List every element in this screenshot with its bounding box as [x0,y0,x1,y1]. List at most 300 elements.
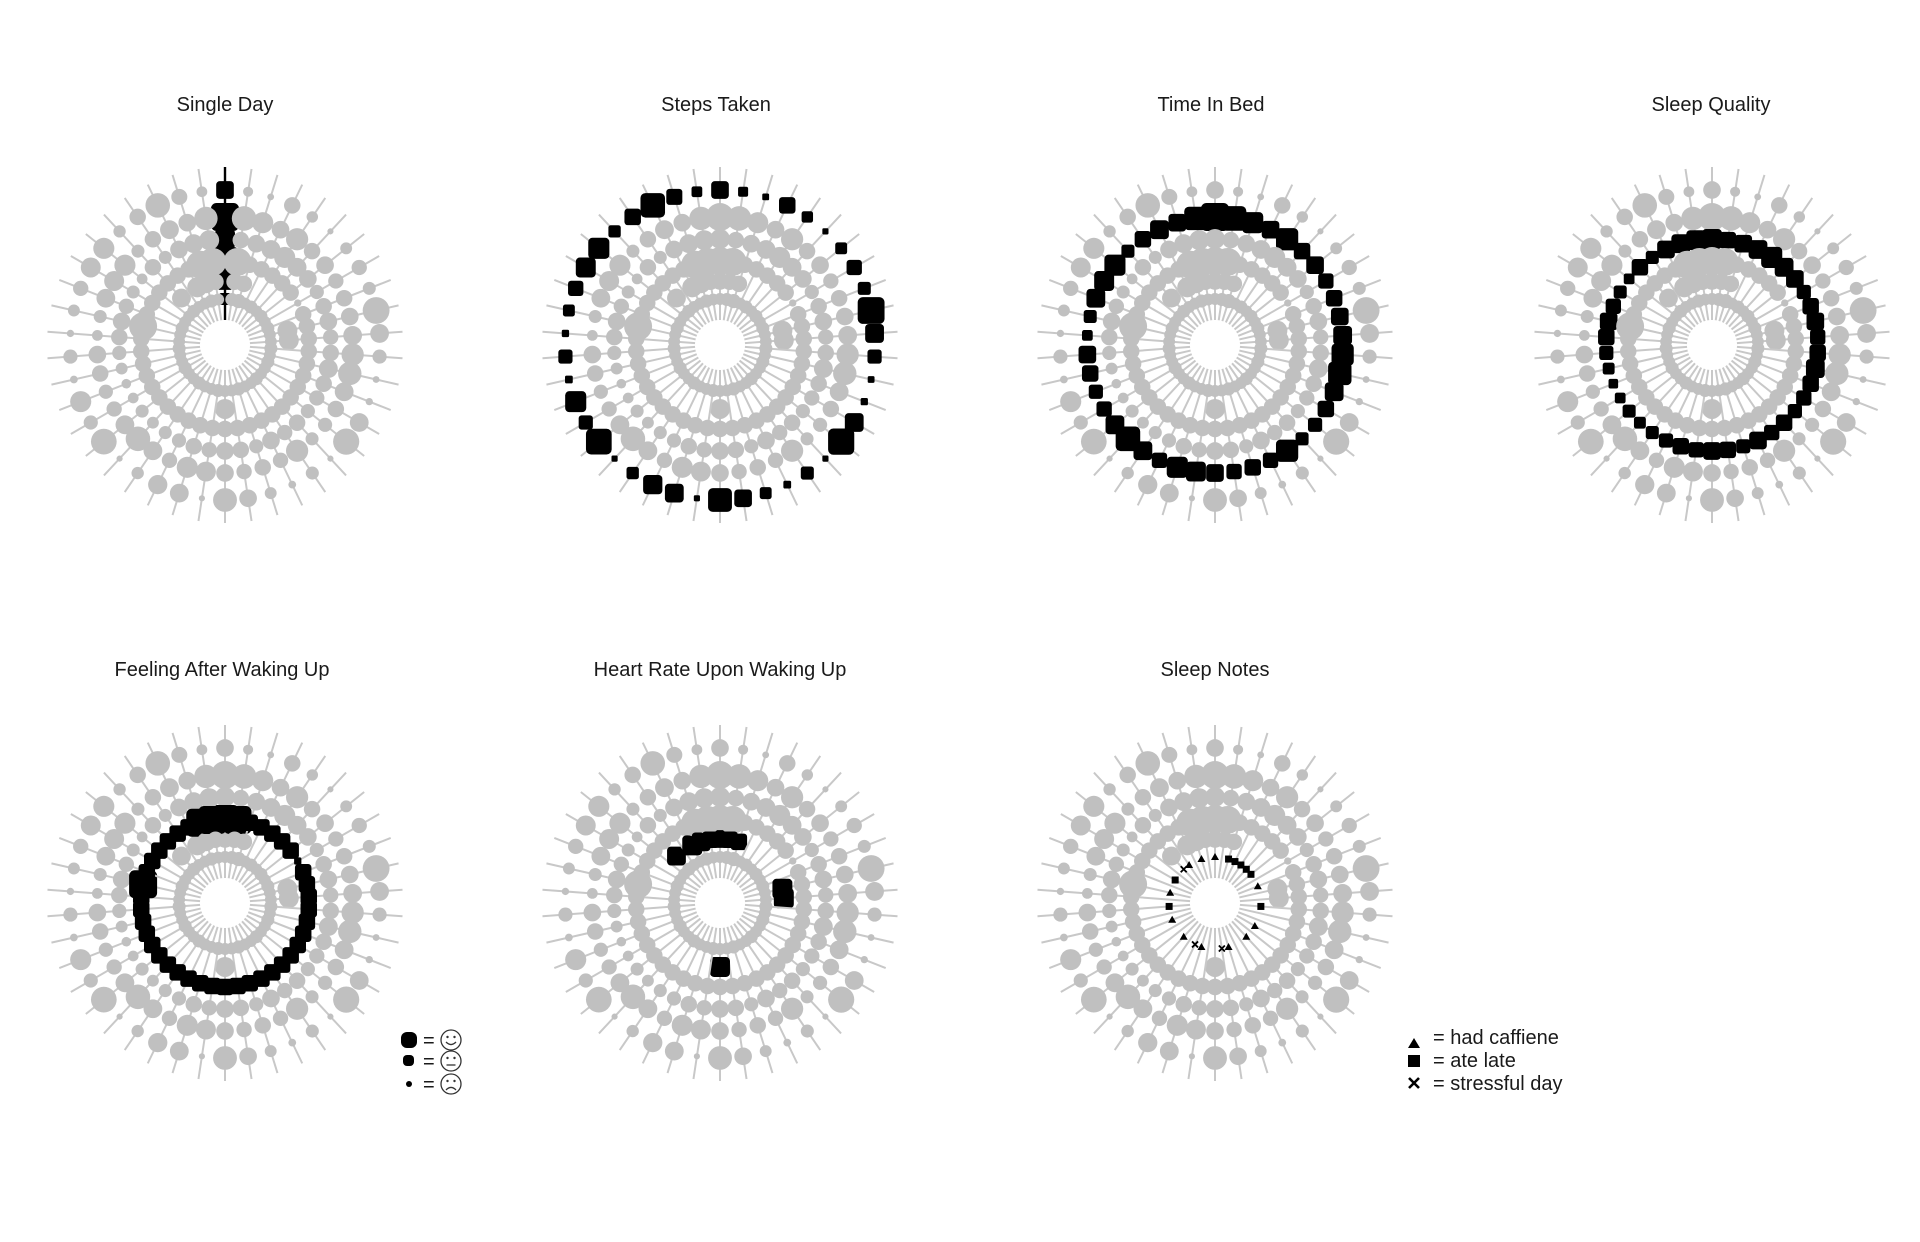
data-dot [1127,832,1138,843]
data-dot [1363,934,1370,941]
data-dot [132,1025,144,1037]
data-dot [783,1039,791,1047]
data-dot [1289,828,1307,846]
data-dot [693,806,721,834]
data-dot [1313,329,1328,344]
data-dot [1325,382,1344,401]
data-dot [340,242,352,254]
data-dot [1086,847,1105,866]
radial-chart [1037,725,1392,1081]
data-dot [1103,871,1121,889]
data-dot [1161,747,1177,763]
data-dot [299,270,317,288]
data-dot [1274,755,1291,772]
data-dot [316,256,334,274]
data-dot [667,991,681,1005]
panel-feeling-after-waking-up [47,659,402,1081]
data-dot [1308,418,1322,432]
data-dot [1197,831,1214,848]
data-dot [814,917,833,936]
data-dot [70,934,78,942]
data-dot [1086,289,1105,308]
data-dot [352,818,367,833]
data-dot [310,285,324,299]
data-dot [1121,245,1134,258]
data-dot [813,418,827,432]
feeling-legend [401,1030,461,1096]
data-dot [711,1000,729,1018]
data-dot [1203,1046,1227,1070]
data-dot [306,990,319,1003]
data-dot [1244,459,1261,476]
data-dot [323,887,338,902]
data-dot [1305,856,1322,873]
data-dot [1299,390,1314,405]
data-dot [92,365,109,382]
data-dot [601,401,616,416]
data-dot [335,940,354,959]
data-dot [1276,786,1298,808]
data-dot [731,1022,746,1037]
data-dot [160,220,179,239]
data-dot [697,442,712,457]
data-dot [1117,285,1130,298]
data-dot [655,778,674,797]
data-dot [93,238,114,259]
data-dot [333,987,359,1013]
data-dot [833,920,856,943]
data-dot [262,432,280,450]
data-dot [1297,211,1308,222]
data-dot [1162,433,1176,447]
data-dot [801,467,814,480]
data-dot [1634,417,1646,429]
data-dot [1850,282,1863,295]
data-dot [1126,405,1139,418]
data-dot [1720,442,1737,459]
data-dot [757,990,775,1008]
data-dot [623,393,634,404]
data-dot [584,346,602,364]
data-dot [243,187,253,197]
data-dot [137,832,148,843]
data-dot [336,290,353,307]
data-dot [145,751,170,776]
data-dot [774,888,794,908]
data-dot [116,921,128,933]
data-dot [1106,921,1118,933]
data-dot [608,313,626,331]
data-dot [591,847,610,866]
legend-label: = ate late [1433,1050,1516,1072]
data-dot [1119,209,1136,226]
data-dot [1278,1039,1286,1047]
data-dot [96,289,115,308]
data-dot [336,848,353,865]
data-dot [1276,440,1298,462]
data-dot [1294,801,1311,818]
data-dot [366,956,373,963]
data-dot [858,855,885,882]
data-dot [711,1022,729,1040]
data-dot [1793,467,1806,480]
data-dot [1342,260,1357,275]
data-dot [239,1047,257,1065]
data-dot [1203,488,1227,512]
data-dot [1184,765,1207,788]
data-dot [799,243,816,260]
data-dot [1362,349,1376,363]
data-dot [1060,391,1081,412]
data-dot [694,1053,700,1059]
data-dot [1600,225,1612,237]
data-dot [835,800,847,812]
data-dot [145,193,170,218]
data-dot [252,212,273,233]
note-mark-square [1247,871,1254,878]
data-dot [1135,259,1152,276]
data-dot [673,214,691,232]
data-dot [145,789,162,806]
data-dot [1096,959,1111,974]
data-dot [1802,298,1819,315]
data-dot [1318,401,1335,418]
data-dot [1096,401,1111,416]
data-dot [1188,248,1216,276]
data-dot [1257,193,1264,200]
data-dot [288,1039,296,1047]
data-dot [1233,745,1243,755]
data-dot [1186,462,1206,482]
data-dot [1226,1022,1241,1037]
data-dot [1632,193,1657,218]
data-dot [760,487,772,499]
data-dot [1615,393,1626,404]
data-dot [1269,330,1289,350]
data-dot [565,934,573,942]
data-dot [178,214,196,232]
data-dot [243,745,253,755]
data-dot [1353,297,1380,324]
data-dot [207,831,224,848]
data-dot [1326,290,1343,307]
data-dot [170,1042,189,1061]
data-dot [1557,376,1565,384]
data-dot [1138,475,1157,494]
data-dot [299,828,317,846]
data-dot [320,871,338,889]
data-dot [632,274,643,285]
data-dot [306,467,319,480]
data-dot [1063,839,1078,854]
data-dot [789,299,796,306]
data-dot [1809,345,1826,362]
data-dot [1162,991,1176,1005]
data-dot [68,863,80,875]
data-dot [1578,429,1604,455]
data-dot [749,1017,766,1034]
data-dot [784,414,801,431]
data-dot [307,769,318,780]
data-dot [89,346,107,364]
data-dot [1197,273,1214,290]
data-dot [1089,943,1103,957]
data-dot [691,462,711,482]
legend-mark-small [406,1081,412,1087]
data-dot [1814,456,1820,462]
data-dot [558,349,572,363]
data-dot [1278,481,1286,489]
data-dot [294,857,301,864]
data-dot [1082,888,1093,899]
data-dot [320,313,338,331]
data-dot [1167,1015,1188,1036]
data-dot [1229,489,1247,507]
data-dot [1312,345,1329,362]
data-dot [196,1020,216,1040]
data-dot [148,1033,167,1052]
data-dot [319,917,338,936]
data-dot [1312,903,1329,920]
data-dot [1825,362,1848,385]
data-dot [1771,197,1788,214]
data-dot [1616,209,1633,226]
data-dot [1060,376,1068,384]
data-dot [370,882,389,901]
data-dot [666,747,682,763]
data-dot [608,225,620,237]
data-dot [1791,243,1808,260]
data-dot [318,418,332,432]
panel-sleep-quality [1534,94,1889,523]
data-dot [657,1011,672,1026]
data-dot [817,345,834,362]
data-dot [1074,973,1088,987]
data-dot [1189,230,1209,250]
data-dot [1330,800,1342,812]
data-dot [212,294,224,306]
data-dot [760,1045,772,1057]
data-dot [67,330,74,337]
data-dot [1239,439,1253,453]
data-dot [1089,385,1103,399]
data-dot [626,245,639,258]
data-dot [111,887,128,904]
data-dot [1101,887,1118,904]
data-dot [1646,426,1659,439]
data-dot [1550,349,1564,363]
data-dot [836,866,854,884]
data-dot [868,376,875,383]
data-dot [1586,385,1600,399]
data-dot [565,391,586,412]
data-dot [1205,399,1225,419]
legend-item-caffeine [1408,1027,1559,1049]
data-dot [194,207,217,230]
data-dot [1619,467,1631,479]
data-dot [1702,399,1722,419]
data-dot [1703,464,1721,482]
data-dot [711,464,729,482]
panel-title: Steps Taken [661,94,771,116]
data-dot [1296,1025,1309,1038]
data-dot [1583,289,1602,308]
data-dot [363,282,376,295]
data-dot [106,959,121,974]
data-dot [1226,276,1243,293]
data-dot [672,457,693,478]
data-dot [640,751,665,776]
data-dot [289,972,306,989]
data-dot [810,933,827,950]
data-dot [340,800,352,812]
data-dot [92,330,103,341]
data-dot [171,747,187,763]
data-dot [306,1025,319,1038]
data-dot [611,363,623,375]
data-dot [116,363,128,375]
data-dot [749,459,766,476]
data-dot [1647,220,1666,239]
data-dot [1206,1022,1224,1040]
data-dot [831,290,848,307]
data-dot [1360,882,1379,901]
data-dot [1118,393,1129,404]
data-dot [1079,904,1097,922]
data-dot [623,951,634,962]
data-dot [1152,1011,1167,1026]
data-dot [1305,933,1322,950]
data-dot [1223,442,1240,459]
data-dot [265,1045,277,1057]
data-dot [177,1015,198,1036]
data-dot [654,251,667,264]
data-dot [343,326,362,345]
data-dot [1104,813,1125,834]
data-dot [111,329,128,346]
data-dot [861,398,868,405]
data-dot [310,843,324,857]
data-dot [1331,866,1349,884]
data-dot [665,484,684,503]
data-dot [335,382,354,401]
data-dot [711,442,729,460]
frown-face-icon [441,1074,461,1094]
data-dot [1614,285,1627,298]
data-dot [1284,299,1291,306]
data-dot [1699,294,1711,306]
data-dot [1646,251,1659,264]
data-dot [631,963,644,976]
data-dot [1760,453,1775,468]
data-dot [1719,206,1744,231]
data-dot [731,834,748,851]
data-dot [589,310,602,323]
data-dot [614,299,629,314]
data-dot [1053,907,1067,921]
data-dot [594,943,608,957]
data-dot [1242,212,1263,233]
data-dot [73,839,88,854]
data-dot [1342,818,1357,833]
data-dot [199,495,205,501]
data-dot [692,744,703,755]
data-dot [216,739,234,757]
data-dot [1082,923,1099,940]
data-dot [830,940,849,959]
data-dot [94,310,107,323]
note-mark-square [1172,877,1179,884]
data-dot [116,456,122,462]
data-dot [315,298,332,315]
data-dot [1603,415,1622,434]
data-dot [813,976,827,990]
legend-item-smile [401,1030,461,1052]
data-dot [847,818,862,833]
data-dot [640,789,657,806]
data-dot [1103,225,1115,237]
note-mark-triangle [1225,943,1233,950]
data-dot [306,432,319,445]
radial-chart [1534,167,1889,523]
data-dot [172,433,186,447]
data-dot [810,298,827,315]
data-dot [262,990,280,1008]
data-dot [657,453,672,468]
data-dot [304,801,321,818]
data-dot [1242,770,1263,791]
data-dot [1624,274,1635,285]
data-dot [1135,231,1152,248]
data-dot [588,796,609,817]
legend-item-neutral [403,1051,461,1073]
data-dot [1827,242,1839,254]
data-dot [694,495,700,501]
data-dot [565,376,573,384]
data-dot [640,259,657,276]
data-dot [198,248,226,276]
data-dot [823,959,840,976]
data-dot [1859,349,1873,363]
data-dot [643,475,662,494]
data-dot [568,281,583,296]
data-dot [589,868,602,881]
data-dot [563,863,575,875]
data-dot [1694,273,1711,290]
data-dot [145,231,162,248]
data-dot [1252,432,1270,450]
data-dot [1122,1025,1134,1037]
data-dot [136,963,149,976]
data-dot [284,755,301,772]
note-mark-square [1225,856,1232,863]
data-dot [212,852,224,864]
data-dot [728,1000,745,1017]
data-dot [1168,214,1186,232]
data-dot [1839,260,1854,275]
data-dot [254,1017,271,1034]
data-dot [1074,415,1088,429]
data-dot [1360,324,1379,343]
data-dot [70,391,91,412]
data-dot [611,456,617,462]
data-dot [113,871,131,889]
data-dot [1103,783,1115,795]
data-dot [286,998,308,1020]
data-dot [284,197,301,214]
data-dot [1318,273,1333,288]
data-dot [587,330,598,341]
